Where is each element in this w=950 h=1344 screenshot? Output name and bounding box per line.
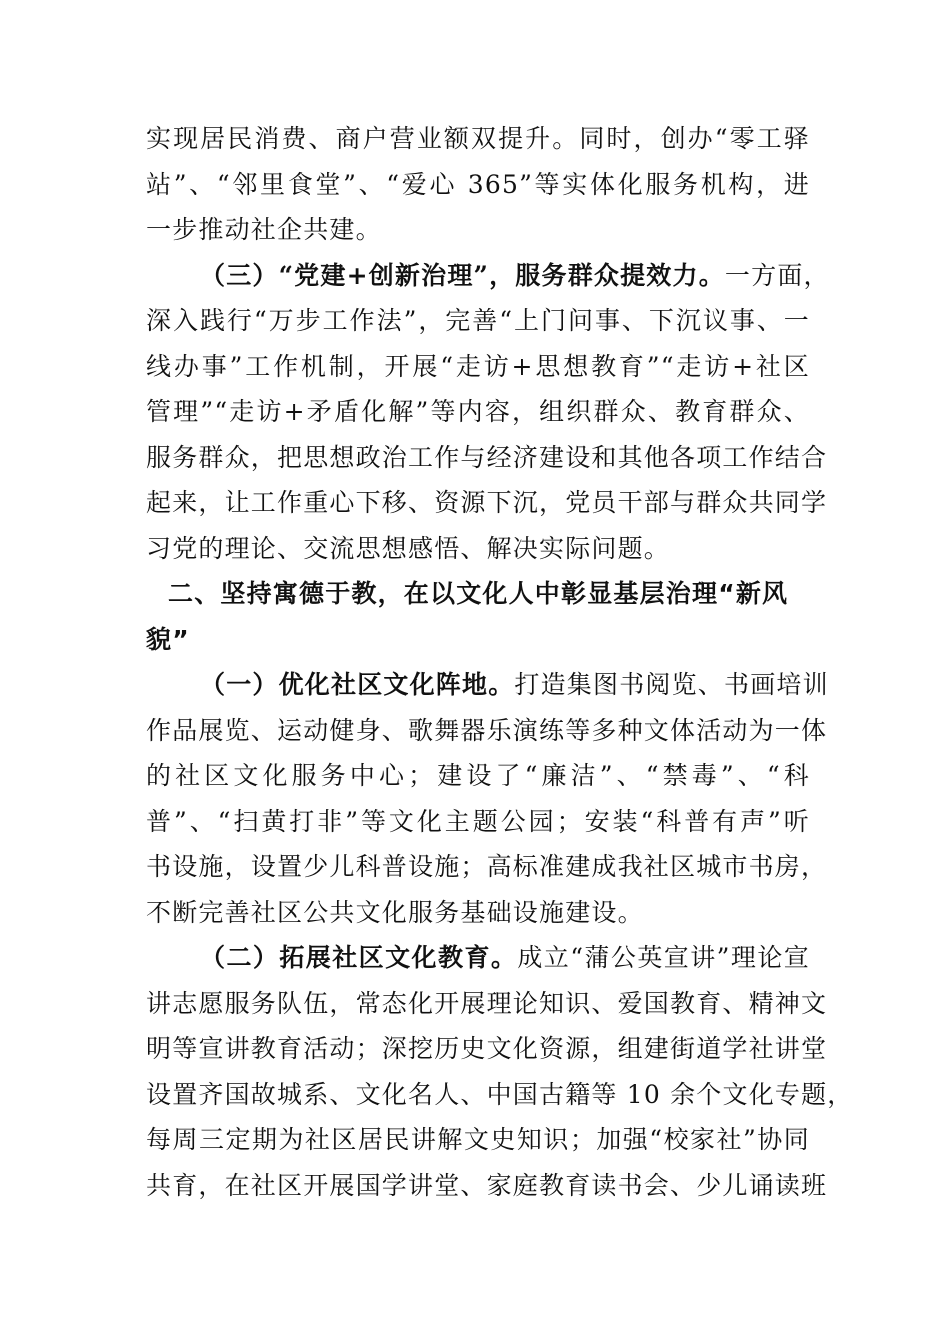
document-page (146, 116, 854, 1208)
text-line-first (146, 662, 829, 708)
text-run: 一方面， (724, 260, 830, 290)
text-run: 打造集图书阅览、书画培训 (514, 670, 829, 699)
text-line: 深入践行“万步工作法”，完善“上门问事、下沉议事、一 (146, 306, 810, 335)
text-line: 起来，让工作重心下移、资源下沉，党员干部与群众共同学 (146, 488, 828, 517)
subsection-title: （一）优化社区文化阵地。 (200, 670, 515, 699)
paragraph-culture-education (146, 935, 854, 1208)
text-line-first (146, 935, 810, 981)
section-heading-two (146, 571, 810, 662)
text-line: 的社区文化服务中心；建设了“廉洁”、“禁毒”、“科 (146, 761, 810, 790)
section-heading-line: 二、坚持寓德于教，在以文化人中彰显基层治理“新风 (168, 579, 789, 608)
text-line: 不断完善社区公共文化服务基础设施建设。 (146, 897, 644, 927)
text-line: 书设施，设置少儿科普设施；高标准建成我社区城市书房， (146, 852, 828, 881)
subsection-title: （二）拓展社区文化教育。 (200, 943, 518, 972)
text-line: 普”、“扫黄打非”等文化主题公园；安装“科普有声”听 (146, 806, 810, 836)
paragraph-party-building-innovation (146, 253, 830, 572)
text-line-first (146, 253, 830, 299)
paragraph-continuation (146, 116, 810, 253)
text-line: 站”、“邻里食堂”、“爱心 365”等实体化服务机构，进 (146, 169, 810, 199)
text-line: 共育，在社区开展国学讲堂、家庭教育读书会、少儿诵读班 (146, 1170, 828, 1200)
text-line: 线办事”工作机制，开展“走访+思想教育”“走访+社区 (146, 351, 810, 381)
section-heading-line: 貌” (146, 624, 190, 654)
text-line: 每周三定期为社区居民讲解文史知识；加强“校家社”协同 (146, 1125, 810, 1154)
text-line: 设置齐国故城系、文化名人、中国古籍等 10 余个文化专题， (146, 1079, 854, 1109)
text-line: 管理”“走访+矛盾化解”等内容，组织群众、教育群众、 (146, 397, 810, 426)
text-run: 成立“蒲公英宣讲”理论宣 (517, 943, 810, 972)
subsection-title: （三）“党建+创新治理”，服务群众提效力。 (200, 260, 725, 290)
text-line: 实现居民消费、商户营业额双提升。同时，创办“零工驿 (146, 124, 810, 153)
text-line: 作品展览、运动健身、歌舞器乐演练等多种文体活动为一体 (146, 715, 828, 745)
text-line: 一步推动社企共建。 (146, 215, 382, 244)
text-line: 习党的理论、交流思想感悟、解决实际问题。 (146, 533, 671, 563)
text-line: 明等宣讲教育活动；深挖历史文化资源，组建街道学社讲堂 (146, 1034, 828, 1063)
text-line: 讲志愿服务队伍，常态化开展理论知识、爱国教育、精神文 (146, 988, 828, 1018)
paragraph-culture-venue (146, 662, 829, 935)
text-line: 服务群众，把思想政治工作与经济建设和其他各项工作结合 (146, 442, 828, 472)
